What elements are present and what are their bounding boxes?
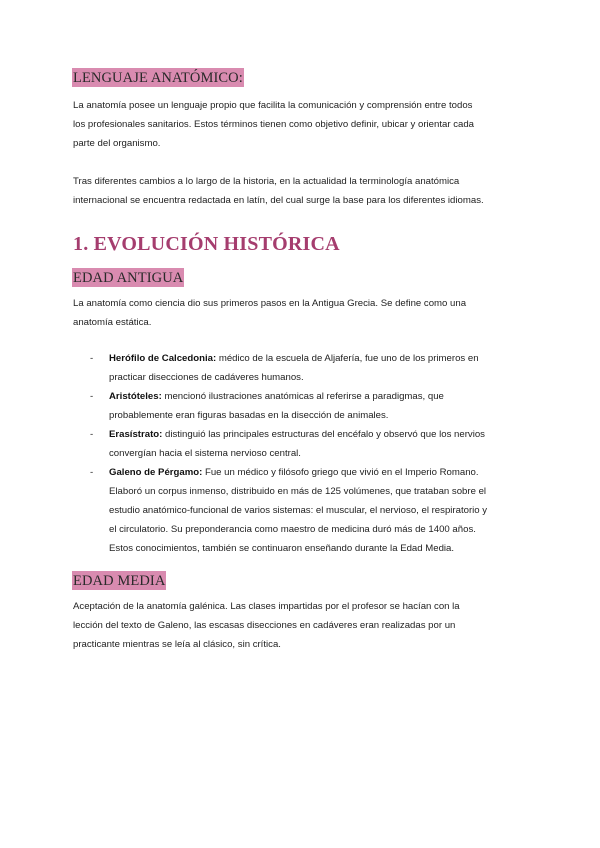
bullet-name: Herófilo de Calcedonia: — [109, 353, 217, 364]
text-line: probablemente eran figuras basadas en la disección de animales. — [109, 410, 389, 421]
list-item-erasistrato — [73, 425, 535, 463]
document-page — [73, 68, 535, 654]
bullet-dash: - — [90, 429, 94, 440]
text-line: médico de la escuela de Aljafería, fue uno de los primeros en — [216, 353, 479, 364]
paragraph-lenguaje-2 — [73, 172, 535, 210]
list-item-herofilo — [73, 349, 535, 387]
text-line: el circulatorio. Su preponderancia como maestro de medicina duró más de 1400 años. — [109, 524, 476, 535]
text-line: Estos conocimientos, también se continuaron enseñando durante la Edad Media. — [109, 543, 455, 554]
text-line: Aceptación de la anatomía galénica. Las clases impartidas por el profesor se hacían con la — [73, 601, 460, 612]
text-line: distinguió las principales estructuras del encéfalo y observó que los nervios — [162, 429, 485, 440]
section-lenguaje — [73, 68, 535, 90]
heading-edad-antigua: EDAD ANTIGUA — [73, 270, 184, 286]
bullet-list-antigua — [73, 349, 535, 558]
text-line: parte del organismo. — [73, 138, 161, 149]
text-line: Elaboró un corpus inmenso, distribuido en más de 125 volúmenes, que trataban sobre el — [109, 486, 487, 497]
heading-lenguaje-anatomico: LENGUAJE ANATÓMICO: — [73, 70, 243, 86]
text-line: La anatomía posee un lenguaje propio que facilita la comunicación y comprensión entre todos — [73, 100, 473, 111]
paragraph-lenguaje-1 — [73, 96, 535, 153]
bullet-name: Aristóteles: — [109, 391, 162, 402]
text-line: estudio anatómico-funcional de varios sistemas: el muscular, el nervioso, el respiratorio y — [109, 505, 488, 516]
text-line: practicar disecciones de cadáveres humanos. — [109, 372, 304, 383]
text-line: internacional se encuentra redactada en latín, del cual surge la base para los diferentes idiomas. — [73, 195, 484, 206]
paragraph-antigua-intro — [73, 294, 535, 332]
text-line: practicante mientras se leía al clásico, sin crítica. — [73, 639, 281, 650]
title-evolucion-historica: 1. EVOLUCIÓN HISTÓRICA — [73, 233, 340, 255]
text-line: lección del texto de Galeno, las escasas disecciones en cadáveres eran realizadas por un — [73, 620, 456, 631]
text-line: convergían hacia el sistema nervioso central. — [109, 448, 301, 459]
bullet-name: Erasístrato: — [109, 429, 163, 440]
bullet-name: Galeno de Pérgamo: — [109, 467, 203, 478]
section-edad-antigua — [73, 268, 535, 290]
list-item-galeno — [73, 463, 535, 558]
text-line: Tras diferentes cambios a lo largo de la historia, en la actualidad la terminología anatómica — [73, 176, 460, 187]
bullet-dash: - — [90, 391, 94, 402]
bullet-dash: - — [90, 467, 94, 478]
heading-edad-media: EDAD MEDIA — [73, 573, 166, 589]
bullet-dash: - — [90, 353, 94, 364]
text-line: La anatomía como ciencia dio sus primeros pasos en la Antigua Grecia. Se define como una — [73, 298, 467, 309]
paragraph-media — [73, 597, 535, 654]
text-line: los profesionales sanitarios. Estos términos tienen como objetivo definir, ubicar y orientar cada — [73, 119, 475, 130]
text-line: mencionó ilustraciones anatómicas al referirse a paradigmas, que — [161, 391, 444, 402]
section-edad-media — [73, 571, 535, 593]
text-line: anatomía estática. — [73, 317, 152, 328]
text-line: Fue un médico y filósofo griego que vivió en el Imperio Romano. — [202, 467, 479, 478]
list-item-aristoteles — [73, 387, 535, 425]
